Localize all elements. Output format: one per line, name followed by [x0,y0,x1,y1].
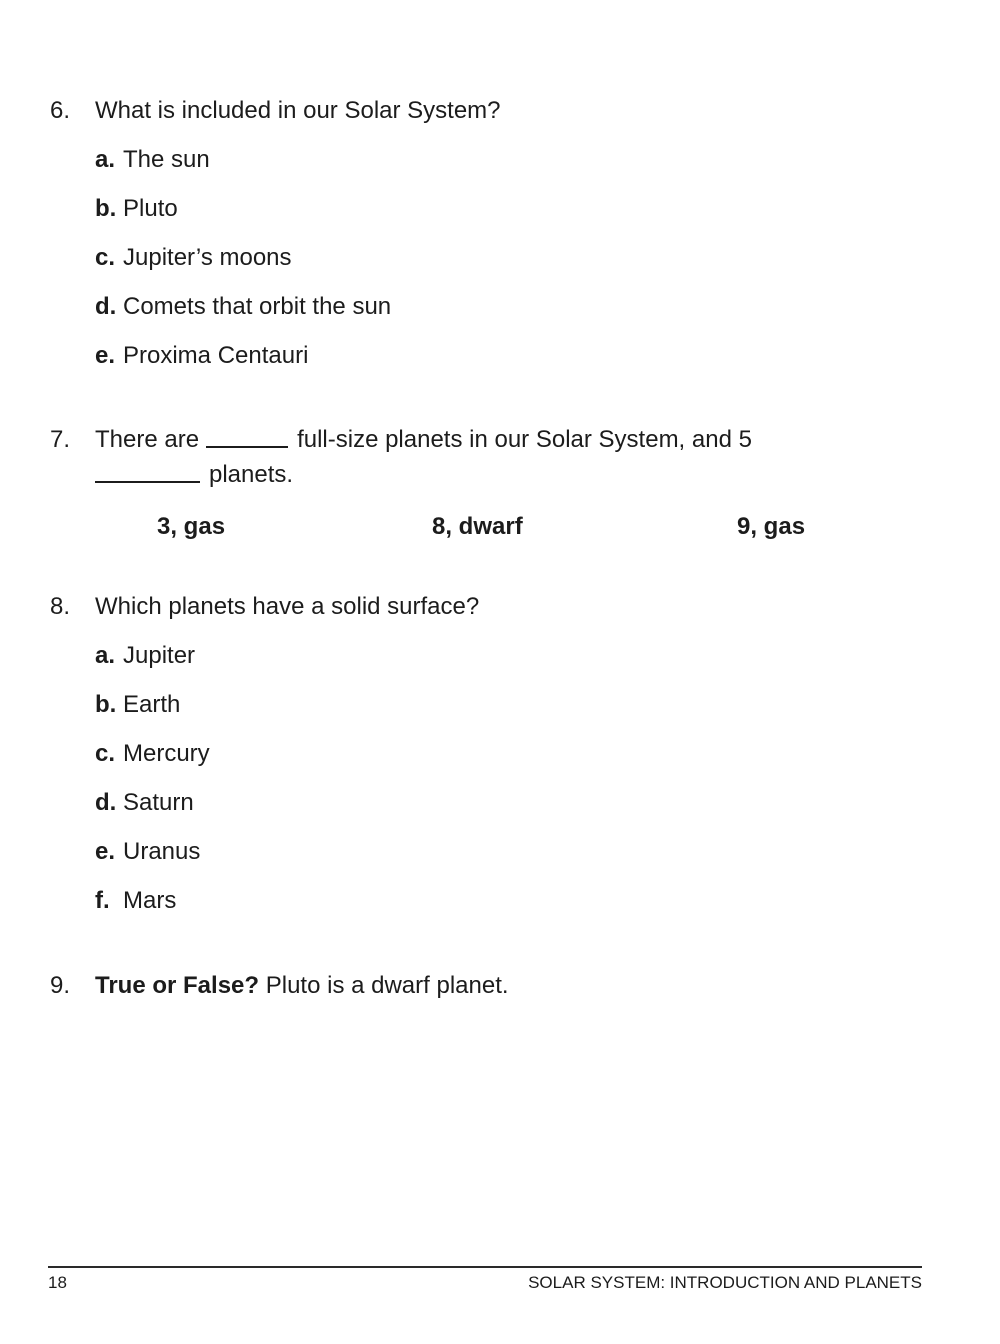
option-text: Earth [123,691,181,718]
option-row [95,142,922,177]
question-7-text-part3: planets. [209,461,294,488]
question-8-prompt-row [50,589,922,624]
option-row [95,687,922,722]
answer-choice: 8, dwarf [432,513,523,540]
option-letter: e. [95,838,116,865]
option-letter: f. [95,887,110,914]
question-7-answer-bank [50,492,922,544]
question-8 [50,589,922,918]
question-6-number: 6. [50,97,71,124]
question-7-text-part2: full-size planets in our Solar System, and 5 [297,426,752,453]
fill-blank-2 [95,481,200,483]
option-letter: c. [95,244,116,271]
question-8-option-list [95,624,922,918]
question-9-statement: Pluto is a dwarf planet. [265,972,509,999]
option-text: Mars [123,887,177,914]
option-row [95,191,922,226]
option-row [95,785,922,820]
option-letter: b. [95,195,117,222]
question-9-number: 9. [50,972,71,999]
option-text: Jupiter’s moons [123,244,292,271]
question-7-text-part1: There are [95,426,200,453]
option-text: Mercury [123,740,210,767]
page-footer [48,1266,922,1293]
question-6-option-list [95,128,922,373]
question-7-answer-bank-body [95,492,922,544]
option-text: Uranus [123,838,201,865]
option-text: Proxima Centauri [123,342,309,369]
answer-choice: 3, gas [157,513,226,540]
option-letter: b. [95,691,117,718]
question-6-text: What is included in our Solar System? [95,97,501,124]
option-row [95,338,922,373]
option-text: Pluto [123,195,178,222]
fill-blank-1 [206,446,288,448]
question-9-bold-lead: True or False? [95,972,260,999]
page-number: 18 [48,1273,67,1292]
option-letter: a. [95,642,116,669]
question-6-prompt-row [50,93,922,128]
option-letter: c. [95,740,116,767]
question-9-text [95,968,922,1003]
option-text: Comets that orbit the sun [123,293,392,320]
answer-choice-row [95,509,922,544]
option-letter: a. [95,146,116,173]
option-text: The sun [123,146,210,173]
question-8-number: 8. [50,593,71,620]
question-9 [50,968,922,1003]
option-row [95,883,922,918]
footer-section-title: SOLAR SYSTEM: INTRODUCTION AND PLANETS [528,1273,922,1292]
option-row [95,638,922,673]
question-7-text [95,422,922,492]
option-text: Jupiter [123,642,196,669]
question-7 [50,422,922,544]
question-7-number: 7. [50,426,71,453]
question-8-text: Which planets have a solid surface? [95,593,480,620]
question-6-options [50,128,922,373]
option-letter: e. [95,342,116,369]
question-8-options [50,624,922,918]
option-row [95,834,922,869]
option-row [95,240,922,275]
question-6 [50,93,922,373]
option-letter: d. [95,789,117,816]
question-7-prompt-row [50,422,922,492]
option-letter: d. [95,293,117,320]
question-9-prompt-row [50,968,922,1003]
option-text: Saturn [123,789,194,816]
option-row [95,736,922,771]
option-row [95,289,922,324]
answer-choice: 9, gas [737,513,806,540]
